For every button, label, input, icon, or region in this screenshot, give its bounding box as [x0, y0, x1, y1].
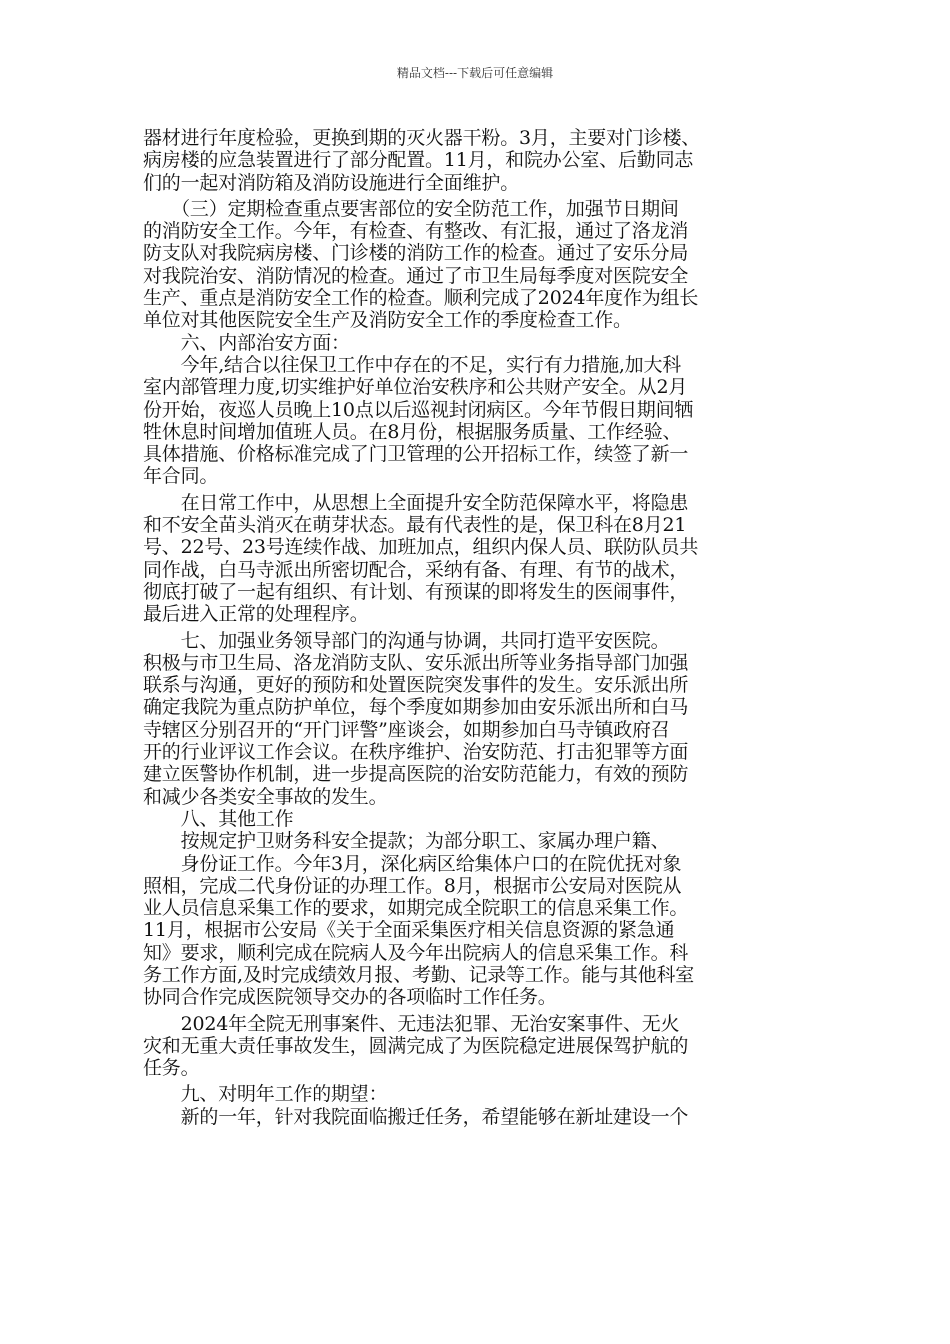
text-line: （三）定期检查重点要害部位的安全防范工作，加强节日期间 [143, 197, 679, 220]
text-line: 11月，根据市公安局《关于全面采集医疗相关信息资源的紧急通 [143, 919, 675, 942]
text-line: 最后进入正常的处理程序。 [143, 603, 369, 626]
text-line: 号、22号、23号连续作战、加班加点，组织内保人员、联防队员共 [143, 536, 699, 559]
text-line: 今年,结合以往保卫工作中存在的不足，实行有力措施,加大科 [143, 353, 682, 376]
section-heading: 九、对明年工作的期望： [143, 1083, 388, 1106]
text-line: 防支队对我院病房楼、门诊楼的消防工作的检查。通过了安乐分局 [143, 242, 689, 265]
text-line: 牲休息时间增加值班人员。在8月份，根据服务质量、工作经验、 [143, 420, 682, 443]
text-line: 单位对其他医院安全生产及消防安全工作的季度检查工作。 [143, 309, 632, 332]
text-line: 室内部管理力度,切实维护好单位治安秩序和公共财产安全。从2月 [143, 376, 688, 399]
text-line: 任务。 [143, 1057, 200, 1080]
text-line: 联系与沟通，更好的预防和处置医院突发事件的发生。安乐派出所 [143, 674, 689, 697]
page-header-watermark: 精品文档---下载后可任意编辑 [396, 66, 554, 80]
text-line: 协同合作完成医院领导交办的各项临时工作任务。 [143, 986, 557, 1009]
text-line: 份开始，夜巡人员晚上10点以后巡视封闭病区。今年节假日期间牺 [143, 398, 694, 421]
text-line: 和减少各类安全事故的发生。 [143, 785, 388, 808]
text-line: 具体措施、价格标准完成了门卫管理的公开招标工作，续签了新一 [143, 443, 689, 466]
text-line: 年合同。 [143, 465, 219, 488]
section-heading: 八、其他工作 [143, 807, 294, 830]
text-line: 灾和无重大责任事故发生，圆满完成了为医院稳定进展保驾护航的 [143, 1034, 689, 1057]
text-line: 新的一年，针对我院面临搬迁任务，希望能够在新址建设一个 [143, 1105, 689, 1128]
text-line: 开的行业评议工作会议。在秩序维护、治安防范、打击犯罪等方面 [143, 741, 689, 764]
text-line: 业人员信息采集工作的要求，如期完成全院职工的信息采集工作。 [143, 897, 689, 920]
text-line: 照相，完成二代身份证的办理工作。8月，根据市公安局对医院从 [143, 874, 682, 897]
text-line: 们的一起对消防箱及消防设施进行全面维护。 [143, 171, 520, 194]
text-line: 和不安全苗头消灭在萌芽状态。最有代表性的是，保卫科在8月21 [143, 514, 687, 537]
text-line: 病房楼的应急装置进行了部分配置。11月，和院办公室、后勤同志 [143, 149, 694, 172]
text-line: 2024年全院无刑事案件、无违法犯罪、无治安案事件、无火 [143, 1012, 680, 1035]
text-line: 在日常工作中，从思想上全面提升安全防范保障水平，将隐患 [143, 491, 689, 514]
section-heading: 七、加强业务领导部门的沟通与协调，共同打造平安医院。 [143, 629, 670, 652]
text-line: 务工作方面,及时完成绩效月报、考勤、记录等工作。能与其他科室 [143, 963, 695, 986]
text-line: 建立医警协作机制，进一步提高医院的治安防范能力，有效的预防 [143, 763, 689, 786]
text-line: 生产、重点是消防安全工作的检查。顺利完成了2024年度作为组长 [143, 287, 699, 310]
text-line: 身份证工作。今年3月，深化病区给集体户口的在院优抚对象 [143, 852, 682, 875]
text-line: 彻底打破了一起有组织、有计划、有预谋的即将发生的医闹事件， [143, 580, 689, 603]
text-line: 知》要求，顺利完成在院病人及今年出院病人的信息采集工作。科 [143, 941, 689, 964]
text-line: 确定我院为重点防护单位，每个季度如期参加由安乐派出所和白马 [143, 696, 689, 719]
document-body [143, 127, 823, 1128]
text-line: 同作战，白马寺派出所密切配合，采纳有备、有理、有节的战术， [143, 558, 689, 581]
text-line: 对我院治安、消防情况的检查。通过了市卫生局每季度对医院安全 [143, 264, 689, 287]
text-line: 寺辖区分别召开的“开门评警”座谈会，如期参加白马寺镇政府召 [143, 718, 670, 741]
section-heading: 六、内部治安方面： [143, 331, 350, 354]
text-line: 按规定护卫财务科安全提款；为部分职工、家属办理户籍、 [143, 830, 670, 853]
text-line: 积极与市卫生局、洛龙消防支队、安乐派出所等业务指导部门加强 [143, 651, 689, 674]
text-line: 的消防安全工作。今年，有检查、有整改、有汇报，通过了洛龙消 [143, 220, 689, 243]
text-line: 器材进行年度检验，更换到期的灭火器干粉。3月，主要对门诊楼、 [143, 127, 701, 149]
